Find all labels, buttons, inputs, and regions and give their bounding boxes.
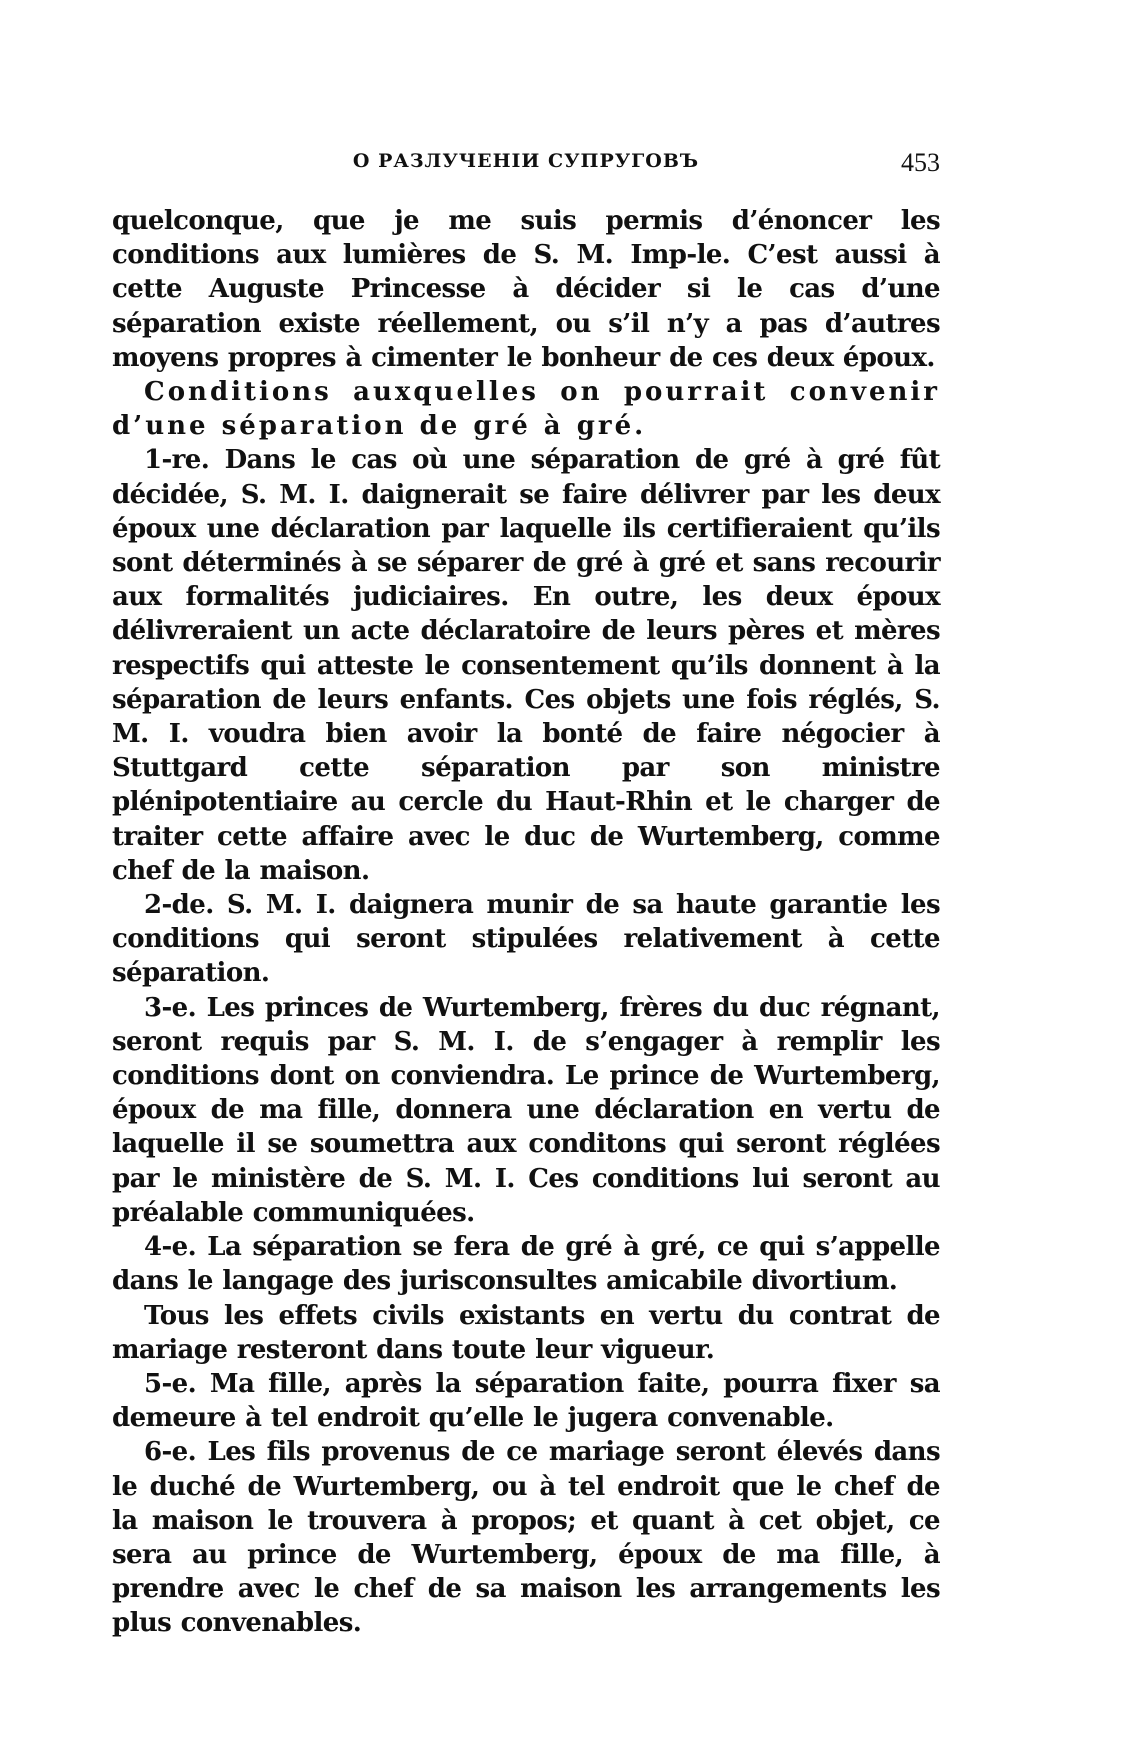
paragraph-condition-1: 1-re. Dans le cas où une séparation de gré à gré fût décidée, S. M. I. daignerait se faire délivrer par les deux époux une déclaration par laquelle ils certifieraient qu’ils sont déterminés à se séparer de gré à gré et sans recourir aux formalités judiciaires. En outre, les deux époux délivreraient un acte déclaratoire de leurs pères et mères respectifs qui atteste le consentement qu’ils donnent à la séparation de leurs enfants. Ces objets une fois réglés, S. M. I. voudra bien avoir la bonté de faire négocier à Stuttgard cette séparation par son ministre plénipotentiaire au cercle du Haut-Rhin et le charger de traiter cette affaire avec le duc de Wurtemberg, comme chef de la maison. [112, 445, 940, 886]
page-number: 453 [901, 148, 940, 177]
paragraph-intro: quelconque, que je me suis permis d’énoncer les conditions aux lumières de S. M. Imp-le. C’est aussi à cette Auguste Princesse à décider si le cas d’une séparation existe réellement, ou s’il n’y a pas d’autres moyens propres à cimenter le bonheur de ces deux époux. [112, 206, 940, 373]
body-text [112, 204, 940, 1641]
paragraph-civil-effects: Tous les effets civils existants en vertu du contrat de mariage resteront dans toute leur vigueur. [112, 1300, 940, 1365]
paragraph-condition-4: 4-e. La séparation se fera de gré à gré, ce qui s’appelle dans le langage des jurisconsultes amicabile divortium. [112, 1232, 940, 1297]
paragraph-condition-6: 6-e. Les fils provenus de ce mariage seront élevés dans le duché de Wurtemberg, ou à tel endroit que le chef de la maison le trouvera à propos; et quant à cet objet, ce sera au prince de Wurtemberg, époux de ma fille, à prendre avec le chef de sa maison les arrangements les plus convenables. [112, 1437, 940, 1639]
running-title: О РАЗЛУЧЕНІИ СУПРУГОВЪ [352, 150, 700, 172]
paragraph-condition-5: 5-e. Ma fille, après la séparation faite, pourra fixer sa demeure à tel endroit qu’elle le jugera convenable. [112, 1368, 940, 1434]
paragraph-condition-3: 3-e. Les princes de Wurtemberg, frères du duc régnant, seront requis par S. M. I. de s’engager à remplir les conditions dont on conviendra. Le prince de Wurtemberg, époux de ma fille, donnera une déclaration en vertu de laquelle il se soumettra aux conditons qui seront réglées par le ministère de S. M. I. Ces conditions lui seront au préalable communiquées. [112, 992, 940, 1228]
running-head [112, 150, 940, 184]
paragraph-conditions-heading: Conditions auxquelles on pourrait convenir d’une séparation de gré à gré. [112, 377, 940, 442]
paragraph-condition-2: 2-de. S. M. I. daignera munir de sa haute garantie les conditions qui seront stipulées relativement à cette séparation. [112, 890, 940, 989]
